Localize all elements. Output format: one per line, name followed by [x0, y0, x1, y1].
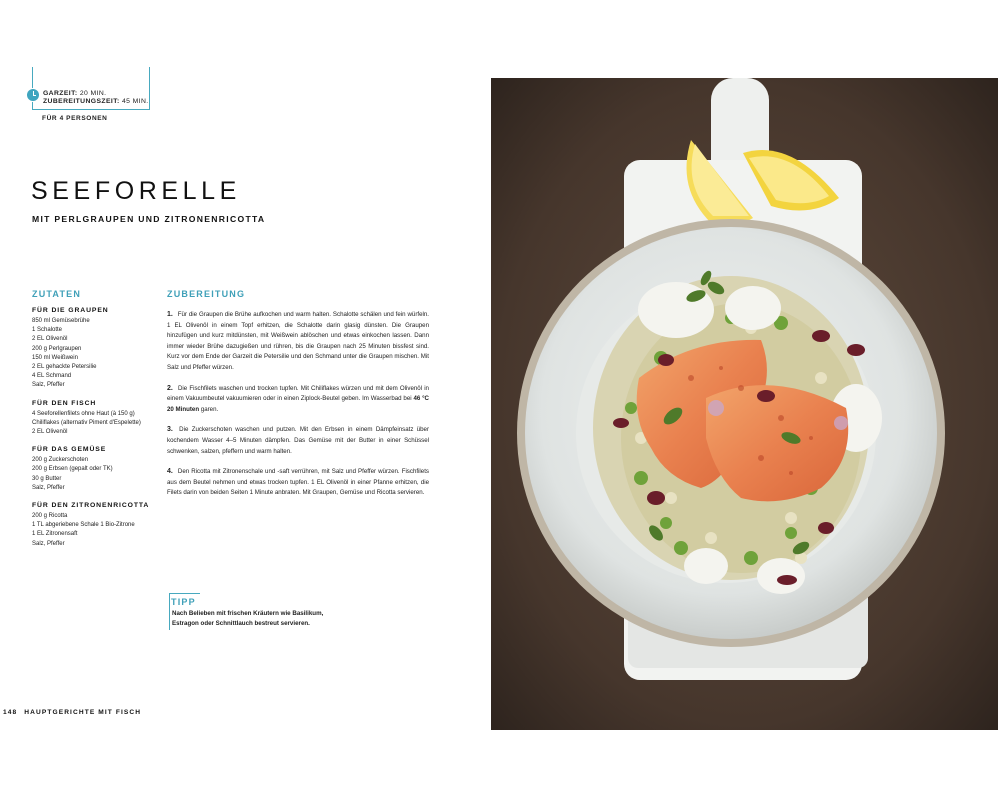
step-1 [167, 310, 429, 374]
recipe-page [0, 0, 490, 800]
recipe-title: SEEFORELLE [31, 177, 241, 205]
ingredient-group [32, 400, 157, 438]
step-number: 2. [167, 384, 173, 392]
dish-photo [491, 78, 998, 730]
step-text: Die Zuckerschoten waschen und putzen. Mit den Erbsen in einem Dämpfeinsatz über kochendem Wasser 4–5 Minuten dämpfen. Das Gemüse mit der Butter in einer Schüssel schwenken, salzen, pfeffern und warm halten. [167, 426, 429, 455]
step-number: 3. [167, 426, 173, 434]
dish-photo-illustration [491, 78, 998, 730]
page-number: 148 [3, 709, 18, 716]
ingredient-item: 200 g Ricotta [32, 513, 68, 520]
ingredient-item: 1 Schalotte [32, 327, 63, 334]
ingredient-group-title: FÜR DAS GEMÜSE [32, 446, 107, 454]
step-text-end: garen. [199, 405, 219, 413]
ingredient-item: Salz, Pfeffer [32, 540, 65, 547]
prep-time-value: 45 MIN. [121, 98, 149, 105]
prep-time [43, 98, 149, 105]
time-info-box [32, 67, 150, 110]
ingredient-item: 150 ml Weißwein [32, 354, 78, 361]
ingredient-item: 2 EL Olivenöl [32, 336, 68, 343]
ingredient-item: Salz, Pfeffer [32, 382, 65, 389]
ingredient-item: 200 g Erbsen (gepalt oder TK) [32, 466, 113, 473]
ingredient-group-title: FÜR DIE GRAUPEN [32, 307, 109, 314]
ingredient-item: 200 g Perlgraupen [32, 345, 82, 352]
ingredient-item: 2 EL gehackte Petersilie [32, 364, 97, 371]
tip-box [169, 593, 344, 629]
page-footer [3, 709, 141, 716]
servings: FÜR 4 PERSONEN [42, 115, 108, 122]
ingredient-item: 1 TL abgeriebene Schale 1 Bio-Zitrone [32, 522, 135, 529]
step-text: Für die Graupen die Brühe aufkochen und warm halten. Schalotte schälen und fein würfeln. 1 EL Olivenöl in einem Topf erhitzen, die Schalotte darin glasig dünsten. Die Graupen hinzufügen und kurz mitdünsten, mit Weißwein ablöschen und etwas einkochen lassen. Dann immer wieder Brühe dazugießen und rühren, bis die Graupen nach 25 Minuten bissfest sind. Kurz vor dem Ende der Garzeit die Petersilie und den Schmand unter die Graupen mischen. Mit Salz und Pfeffer würzen. [167, 311, 429, 371]
ingredient-item: Chiliflakes (alternativ Piment d'Espelette) [32, 419, 141, 426]
cook-time [43, 90, 106, 97]
cook-time-value: 20 MIN. [79, 90, 107, 97]
ingredients-list [32, 307, 157, 558]
prep-time-label: ZUBEREITUNGSZEIT: [43, 98, 120, 105]
clock-icon [27, 89, 39, 101]
section-name: HAUPTGERICHTE MIT FISCH [24, 709, 142, 716]
step-text: Den Ricotta mit Zitronenschale und -saft verrühren, mit Salz und Pfeffer würzen. Fischfilets aus dem Beutel nehmen und etwas trocken tupfen. 1 EL Olivenöl in einer Pfanne erhitzen, die Filets darin von beiden Seiten 1 Minute anbraten. Mit Graupen, Gemüse und Ricotta servieren. [167, 468, 429, 497]
step-number: 1. [167, 311, 173, 318]
step-text: Die Fischfilets waschen und trocken tupfen. Mit Chiliflakes würzen und mit dem Olivenöl in einem Vakuumbeutel vakuumieren oder in einen Ziplock-Beutel geben. Im Wasserbad bei [167, 384, 429, 403]
ingredient-item: 4 Seeforellenfilets ohne Haut (à 150 g) [32, 410, 135, 417]
ingredient-group-title: FÜR DEN ZITRONENRICOTTA [32, 502, 150, 510]
preparation-steps [167, 310, 429, 509]
ingredient-item: 200 g Zuckerschoten [32, 457, 89, 464]
recipe-subtitle: MIT PERLGRAUPEN UND ZITRONENRICOTTA [32, 214, 266, 224]
ingredient-item: 1 EL Zitronensaft [32, 531, 78, 538]
tip-text: Nach Belieben mit frischen Kräutern wie Basilikum, Estragon oder Schnittlauch bestreut servieren. [172, 610, 324, 627]
ingredient-item: 850 ml Gemüsebrühe [32, 318, 90, 324]
preparation-heading: ZUBEREITUNG [167, 289, 246, 299]
ingredient-item: 2 EL Olivenöl [32, 429, 68, 436]
step-4 [167, 467, 429, 499]
step-number: 4. [167, 468, 173, 476]
step-highlight: 46 °C 20 Minuten [167, 395, 429, 413]
ingredient-item: 30 g Butter [32, 475, 62, 482]
ingredient-item: 4 EL Schmand [32, 373, 72, 380]
ingredient-group [32, 307, 157, 391]
step-2 [167, 384, 429, 416]
cook-time-label: GARZEIT: [43, 90, 78, 97]
ingredient-group [32, 502, 157, 549]
ingredients-heading: ZUTATEN [32, 289, 82, 299]
ingredient-item: Salz, Pfeffer [32, 484, 65, 491]
ingredient-group [32, 446, 157, 493]
step-3 [167, 425, 429, 457]
ingredient-group-title: FÜR DEN FISCH [32, 399, 97, 407]
tip-label: TIPP [171, 597, 196, 607]
